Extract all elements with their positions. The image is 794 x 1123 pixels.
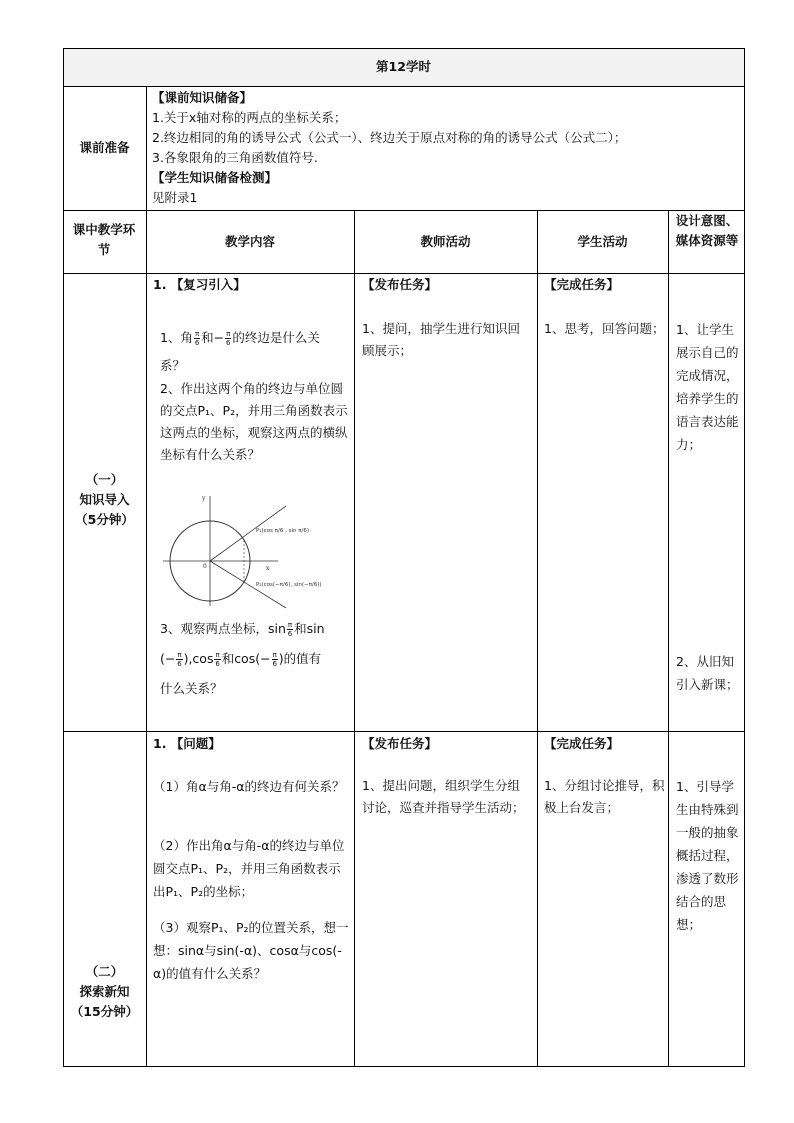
col-header-intent: 设计意图、媒体资源等 [675,213,739,248]
lesson-title: 第12学时 [376,59,431,74]
col-header-teacher: 教师活动 [420,234,471,249]
teacher-heading: 【发布任务】 [362,736,438,751]
table-border [63,1066,744,1067]
x-axis-label: x [266,565,270,572]
question-2: （2）作出角α与角-α的终边与单位圆交点P₁、P₂，并用三角函数表示出P₁、P₂的坐标； [153,838,345,899]
prep-item: 3.各象限角的三角函数值符号. [152,150,318,165]
question-3: 3、观察两点坐标，sin $\frac{\pi}{6}$ 和sin (− $\frac{\pi}{6}$ ),cos $\frac{\pi}{6}$ 和cos(− $\frac{\pi}{6}$ )的值有 什么关系？ [160,621,325,696]
table-border [63,86,744,87]
question-2: 2、作出这两个角的终边与单位圆的交点P₁、P₂，并用三角函数表示这两点的坐标，观察这两点的横纵坐标有什么关系？ [160,381,348,462]
col-header-stage: 课中教学环节 [72,222,136,257]
design-intent: 2、从旧知引入新课； [676,654,739,692]
content-heading: 1. 【问题】 [153,736,221,751]
stage-1: （一） 知识导入 （5分钟） [75,472,134,527]
table-border [63,731,744,732]
prep-label: 课前准备 [79,140,130,155]
prep-heading: 【课前知识储备】 [152,90,253,105]
design-intent: 1、让学生展示自己的完成情况，培养学生的语言表达能力； [676,322,739,452]
unit-circle-diagram [158,488,348,610]
prep-content [152,88,740,208]
table-border [668,210,669,1067]
student-heading: 【完成任务】 [544,277,620,292]
question-1: （1）角α与角-α的终边有何关系？ [153,779,345,794]
teacher-heading: 【发布任务】 [362,277,438,292]
teacher-activity: 1、提问，抽学生进行知识回顾展示； [362,321,520,358]
prep-item: 1.关于x轴对称的两点的坐标关系； [152,110,347,125]
student-activity: 1、分组讨论推导，积极上台发言； [544,778,665,815]
col-header-student: 学生活动 [577,234,628,249]
design-intent: 1、引导学生由特殊到一般的抽象概括过程，渗透了数形结合的思想； [676,779,739,932]
col-header-content: 教学内容 [224,234,275,249]
point-p2-label: P₂(cos(−π/6), sin(−π/6)) [256,582,322,588]
prep-item: 见附录1 [152,190,198,205]
stage-2: （二） 探索新知 （15分钟） [70,964,139,1019]
y-axis-label: y [202,495,206,502]
table-border [744,48,745,1067]
prep-heading: 【学生知识储备检测】 [152,170,278,185]
table-border [63,48,64,1067]
table-border [63,210,744,211]
origin-label: 0 [203,563,207,570]
student-activity: 1、思考，回答问题； [544,321,665,336]
teacher-activity: 1、提出问题，组织学生分组讨论，巡查并指导学生活动； [362,778,525,815]
question-3: （3）观察P₁、P₂的位置关系，想一想：sinα与sin(-α)、cosα与cos(-α)的值有什么关系？ [153,920,349,981]
student-heading: 【完成任务】 [544,736,620,751]
table-border [354,210,355,1067]
question-1: 1、角 $\frac{\pi}{6}$ 和− $\frac{\pi}{6}$ 的终边是什么关 系？ [160,330,320,373]
table-border [63,48,744,49]
content-heading: 1. 【复习引入】 [153,277,246,292]
prep-item: 2.终边相同的角的诱导公式（公式一）、终边关于原点对称的角的诱导公式（公式二）； [152,130,627,145]
table-border [537,210,538,1067]
point-p1-label: P₁(cos π/6 , sin π/6) [256,528,310,534]
